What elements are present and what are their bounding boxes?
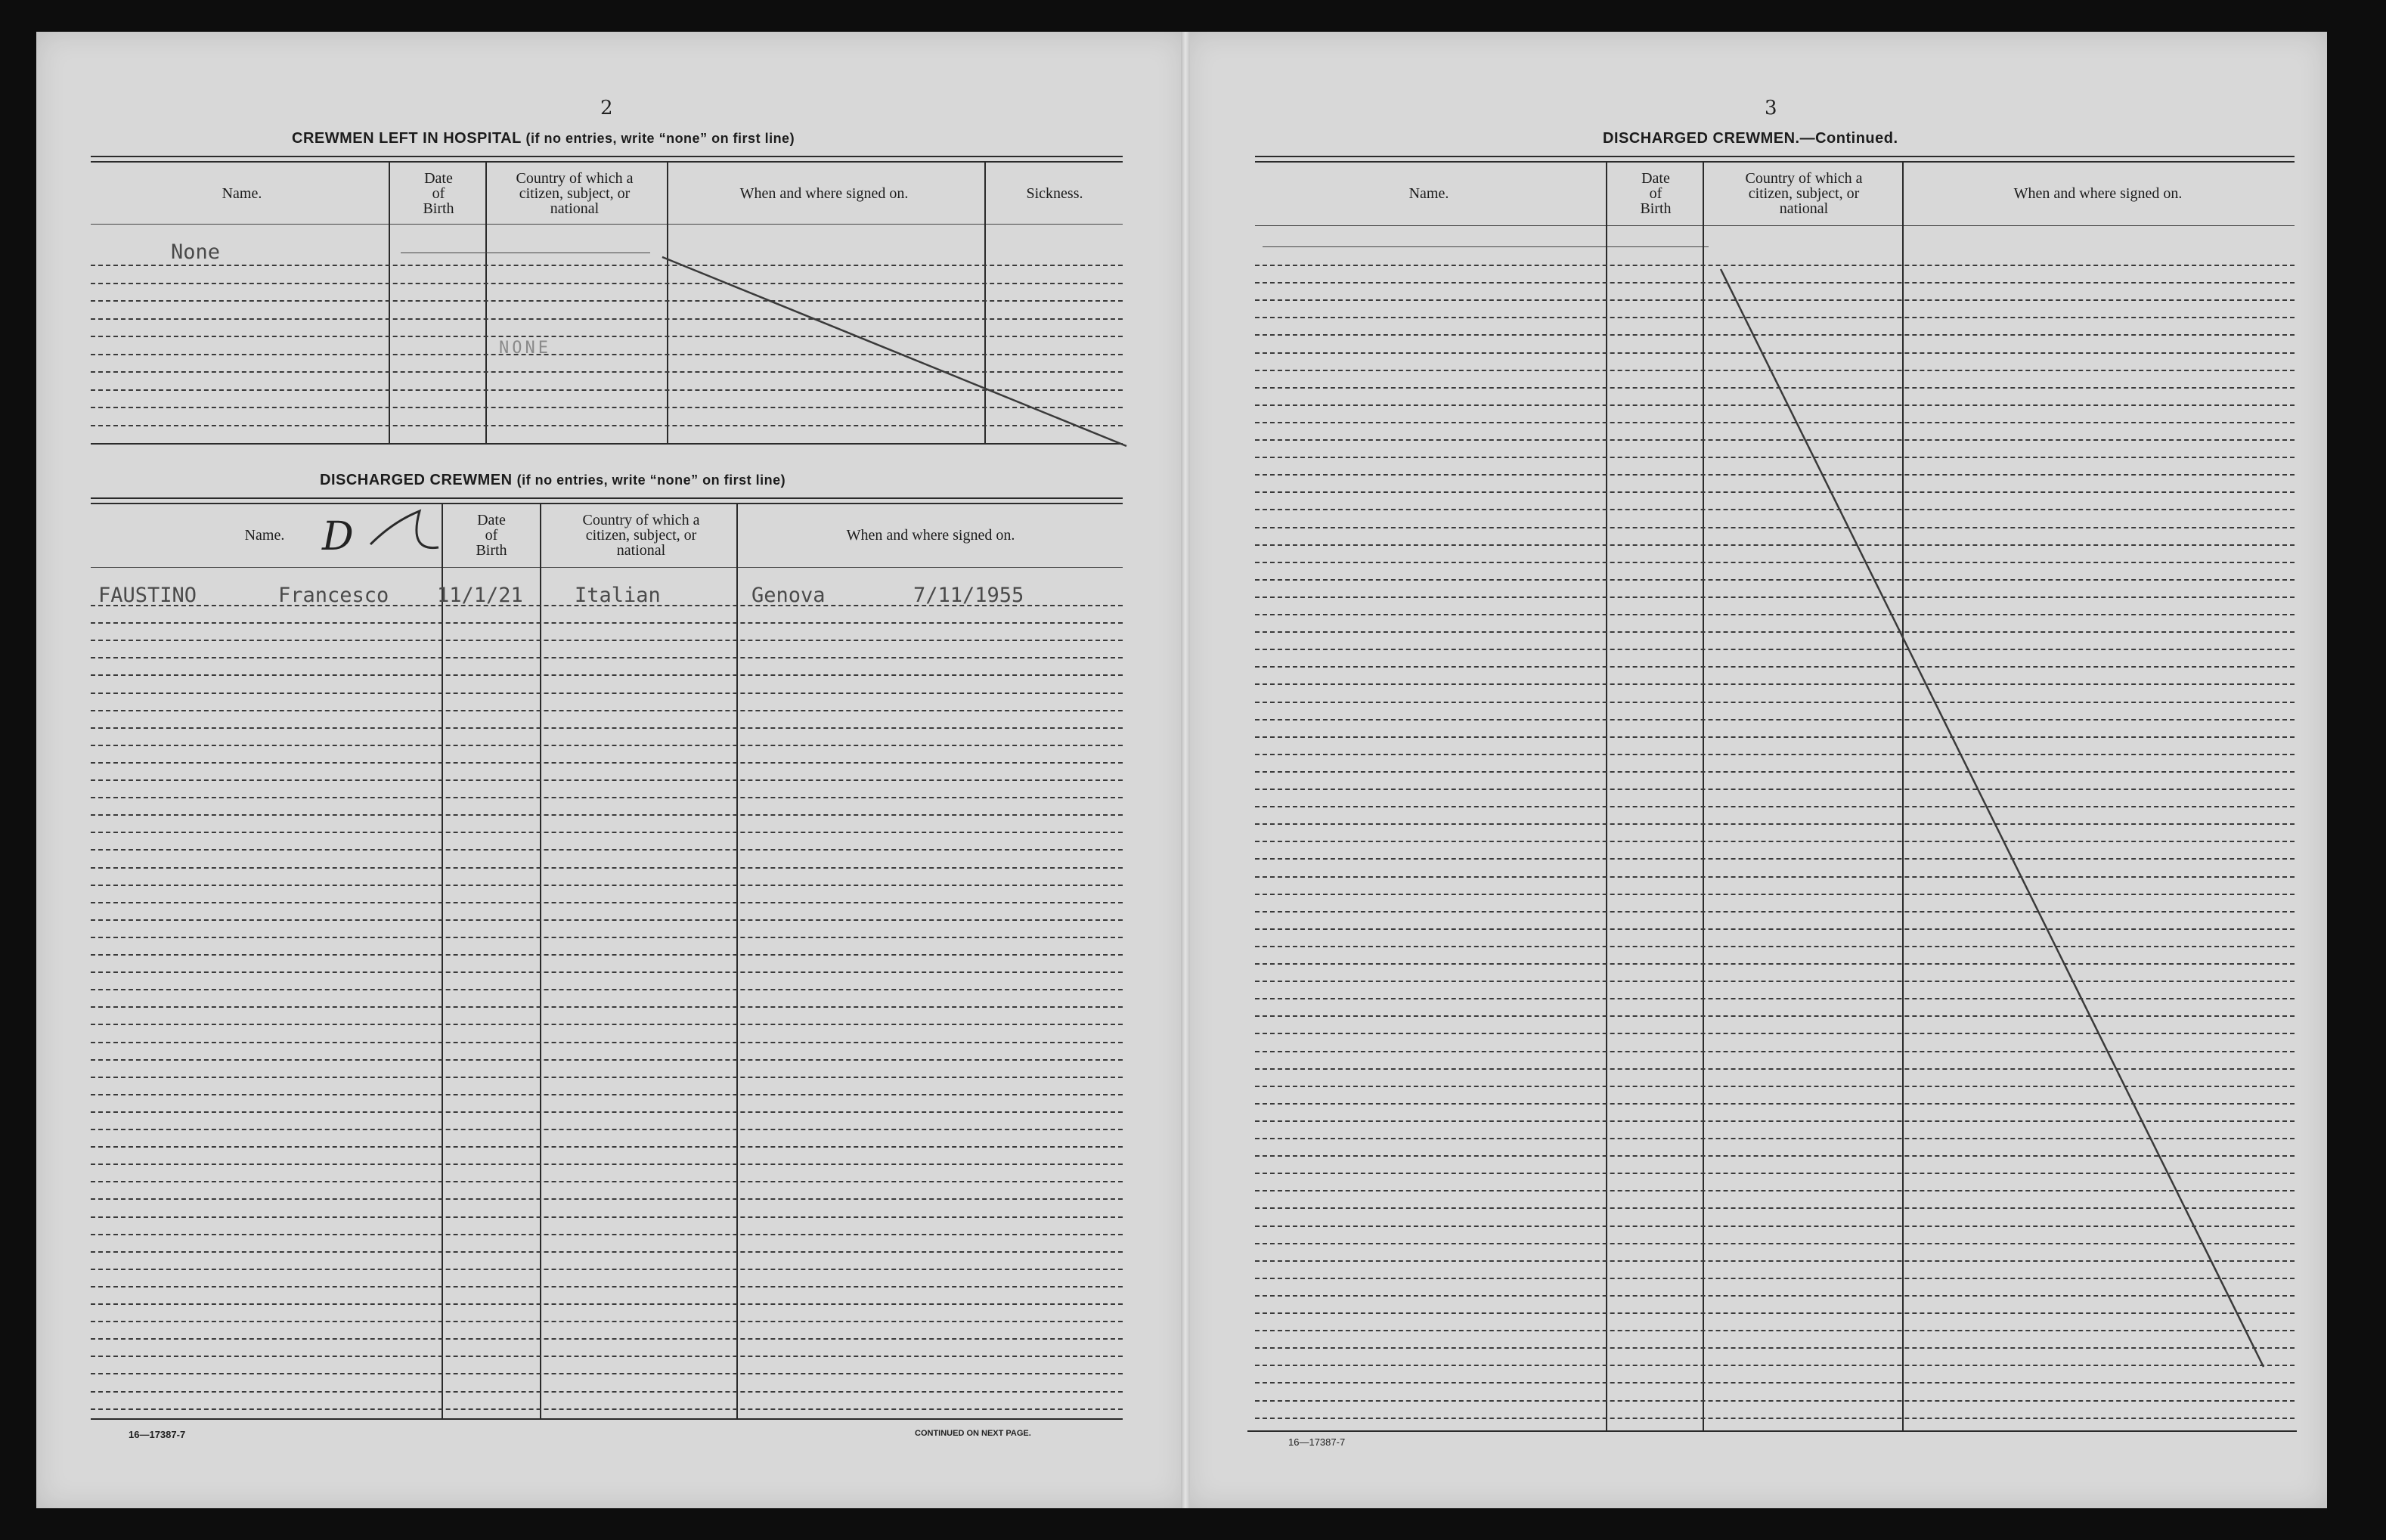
none-stamp-ghost: NONE	[499, 339, 551, 358]
hospital-col-sickness: Sickness.	[1026, 185, 1083, 202]
discharged-col-signed: When and where signed on.	[846, 527, 1015, 544]
handwritten-mark-letter: D	[322, 514, 354, 559]
hospital-strike-line	[662, 257, 1126, 446]
crewman-signed-place: Genova	[751, 584, 826, 607]
crewman-signed-date: 7/11/1955	[913, 584, 1024, 607]
discharged-col-name: Name.	[244, 527, 285, 544]
hospital-col-dob: Date of Birth	[423, 170, 454, 217]
discharged-col-dob: Date of Birth	[476, 512, 507, 559]
right-col-country: Country of which a citizen, subject, or national	[1745, 170, 1863, 217]
right-col-name: Name.	[1408, 185, 1449, 202]
right-page-strike-line	[1721, 269, 2264, 1367]
right-col-signed: When and where signed on.	[2013, 185, 2183, 202]
discharged-title-note: (if no entries, write “none” on first line)	[516, 473, 786, 488]
hospital-col-signed: When and where signed on.	[739, 185, 909, 202]
page-number-left: 2	[600, 97, 613, 119]
crewman-nationality: Italian	[575, 584, 661, 607]
hospital-col-country: Country of which a citizen, subject, or national	[516, 170, 634, 217]
hospital-title-text: CREWMEN LEFT IN HOSPITAL	[292, 130, 522, 147]
right-form-number: 16—17387-7	[1288, 1436, 1346, 1448]
right-section-title: DISCHARGED CREWMEN.—Continued.	[1603, 130, 1898, 147]
continued-note: CONTINUED ON NEXT PAGE.	[915, 1429, 1031, 1438]
handwritten-tick	[370, 511, 438, 548]
crewman-given-name: Francesco	[278, 584, 389, 607]
discharged-title-text: DISCHARGED CREWMEN	[320, 472, 513, 488]
crewman-dob: 11/1/21	[437, 584, 523, 607]
page-number-right: 3	[1765, 97, 1777, 119]
left-form-number: 16—17387-7	[129, 1429, 186, 1440]
hospital-entry-none: None	[171, 240, 221, 264]
hospital-col-name: Name.	[222, 185, 262, 202]
crewman-surname: FAUSTINO	[98, 584, 197, 607]
hospital-title-note: (if no entries, write “none” on first line)	[525, 131, 795, 146]
discharged-col-country: Country of which a citizen, subject, or national	[582, 512, 700, 559]
right-col-dob: Date of Birth	[1640, 170, 1672, 217]
